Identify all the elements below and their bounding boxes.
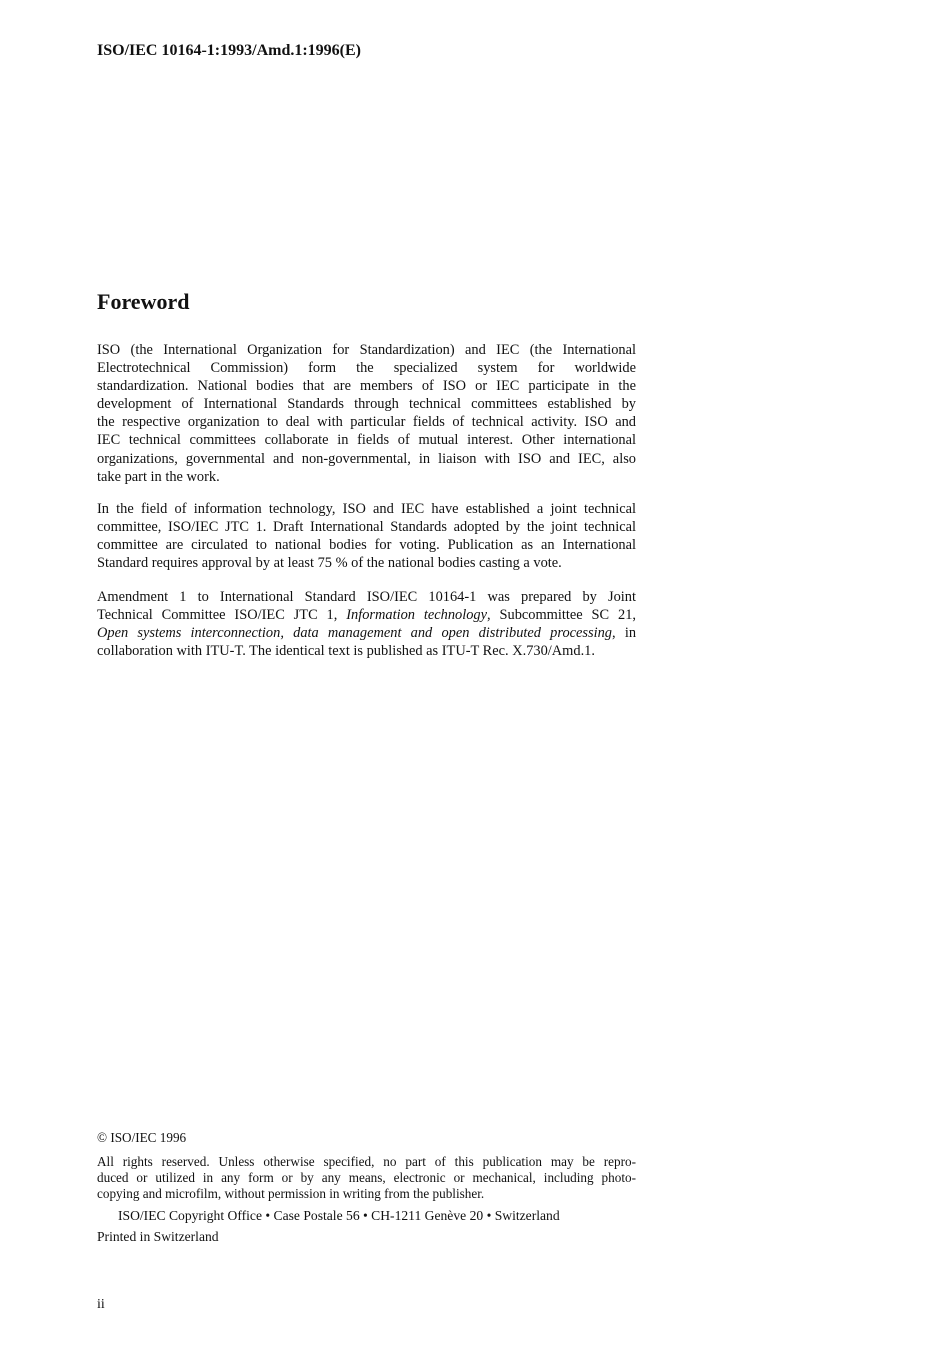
text-line: ISO (the International Organization for Standardization) and IEC (the International [97, 342, 636, 358]
text-line: development of International Standards through technical committees established by [97, 396, 636, 413]
printed-in: Printed in Switzerland [97, 1229, 219, 1244]
copyright-notice: © ISO/IEC 1996 [97, 1130, 187, 1145]
text-line [97, 624, 636, 642]
text-line: organizations, governmental and non-governmental, in liaison with ISO and IEC, also [97, 450, 636, 467]
section-title: Foreword [97, 289, 190, 314]
text-line: the respective organization to deal with particular fields of technical activity. ISO and [97, 414, 636, 431]
italic-title: Information technology [346, 607, 488, 624]
text-line: Electrotechnical Commission) form the specialized system for worldwide [97, 360, 636, 377]
text-line: standardization. National bodies that are members of ISO or IEC participate in the [97, 378, 636, 395]
copyright-rights [97, 1154, 636, 1202]
text-segment: , in [612, 625, 637, 642]
italic-title: Open systems interconnection, data management and open distributed processing [97, 625, 613, 642]
paragraph-3 [97, 588, 636, 660]
text-line: Standard requires approval by at least 75 % of the national bodies casting a vote. [97, 555, 562, 572]
text-line: In the field of information technology, ISO and IEC have established a joint technical [97, 501, 636, 517]
text-line: Amendment 1 to International Standard ISO/IEC 10164-1 was prepared by Joint [97, 589, 636, 605]
document-header: ISO/IEC 10164-1:1993/Amd.1:1996(E) [97, 42, 362, 59]
paragraph-2 [97, 500, 636, 572]
text-line: duced or utilized in any form or by any means, electronic or mechanical, including photo- [97, 1170, 636, 1185]
text-line: All rights reserved. Unless otherwise specified, no part of this publication may be repro- [97, 1154, 636, 1169]
text-line: committee are circulated to national bodies for voting. Publication as an International [97, 537, 636, 554]
copyright-office: ISO/IEC Copyright Office • Case Postale 56 • CH-1211 Genève 20 • Switzerland [118, 1208, 560, 1223]
text-segment: , Subcommittee SC 21, [487, 607, 636, 624]
page-number: ii [97, 1297, 105, 1312]
text-segment: Technical Committee ISO/IEC JTC 1, [97, 607, 347, 624]
text-line [97, 606, 636, 624]
text-line: copying and microfilm, without permission in writing from the publisher. [97, 1186, 485, 1201]
text-line: committee, ISO/IEC JTC 1. Draft International Standards adopted by the joint technical [97, 519, 636, 536]
text-line: take part in the work. [97, 468, 220, 485]
paragraph-1 [97, 341, 636, 486]
text-line: IEC technical committees collaborate in fields of mutual interest. Other international [97, 432, 636, 449]
text-line: collaboration with ITU-T. The identical text is published as ITU-T Rec. X.730/Amd.1. [97, 643, 595, 660]
